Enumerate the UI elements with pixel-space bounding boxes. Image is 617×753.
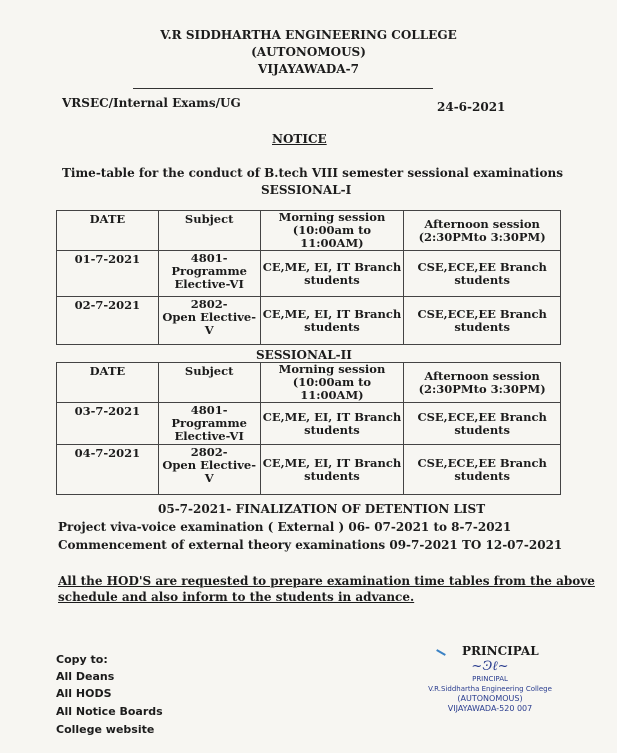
- row-morning: CE,ME, EI, IT Branch students: [260, 445, 404, 495]
- row-subject: 2802- Open Elective-V: [158, 297, 260, 345]
- copy-to-item: All Notice Boards: [56, 705, 163, 718]
- table-row: [57, 297, 561, 345]
- stamp-line: (AUTONOMOUS): [457, 694, 523, 703]
- header-afternoon: Afternoon session (2:30PMto 3:30PM): [404, 363, 561, 403]
- row-morning: CE,ME, EI, IT Branch students: [260, 297, 404, 345]
- row-afternoon: CSE,ECE,EE Branch students: [404, 251, 561, 297]
- notice-date: 24-6-2021: [437, 100, 506, 114]
- header-afternoon: Afternoon session (2:30PMto 3:30PM): [404, 211, 561, 251]
- sessional-1-table: [56, 210, 561, 345]
- header-divider: [133, 88, 433, 89]
- signatory-title: PRINCIPAL: [462, 644, 539, 658]
- header-subject: Subject: [158, 363, 260, 403]
- row-date: 04-7-2021: [57, 445, 159, 495]
- table-row: [57, 403, 561, 445]
- row-afternoon: CSE,ECE,EE Branch students: [404, 297, 561, 345]
- table-row: [57, 251, 561, 297]
- copy-to-label: Copy to:: [56, 653, 108, 666]
- sessional-1-title: SESSIONAL-I: [261, 183, 352, 197]
- row-subject: 4801- Programme Elective-VI: [158, 403, 260, 445]
- row-date: 03-7-2021: [57, 403, 159, 445]
- stamp-line: VIJAYAWADA-520 007: [447, 704, 533, 713]
- check-mark-icon: [436, 642, 450, 656]
- row-subject: 2802- Open Elective-V: [158, 445, 260, 495]
- detention-line: 05-7-2021- FINALIZATION OF DETENTION LIST: [158, 502, 486, 516]
- copy-to-item: All HODS: [56, 687, 112, 700]
- principal-stamp: [420, 660, 560, 714]
- row-afternoon: CSE,ECE,EE Branch students: [404, 403, 561, 445]
- notice-title: NOTICE: [272, 132, 327, 146]
- row-afternoon: CSE,ECE,EE Branch students: [404, 445, 561, 495]
- stamp-line: V.R.Siddhartha Engineering College: [428, 685, 552, 693]
- college-city: VIJAYAWADA-7: [258, 62, 359, 76]
- row-subject: 4801- Programme Elective-VI: [158, 251, 260, 297]
- header-morning: Morning session (10:00am to 11:00AM): [260, 363, 404, 403]
- stamp-line: PRINCIPAL: [472, 675, 508, 683]
- row-date: 02-7-2021: [57, 297, 159, 345]
- header-date: DATE: [57, 211, 159, 251]
- subject-line: Time-table for the conduct of B.tech VIII semester sessional examinations: [62, 166, 563, 180]
- sessional-2-table: [56, 362, 561, 495]
- sessional-2-title: SESSIONAL-II: [256, 348, 352, 362]
- request-line-1: All the HOD'S are requested to prepare examination time tables from the above: [58, 574, 595, 588]
- signature-scribble: ~Ͽℓ~: [471, 659, 509, 674]
- copy-to-item: College website: [56, 723, 155, 736]
- autonomous-label: (AUTONOMOUS): [251, 45, 366, 59]
- reference-number: VRSEC/Internal Exams/UG: [62, 96, 241, 110]
- copy-to-item: All Deans: [56, 670, 115, 683]
- header-date: DATE: [57, 363, 159, 403]
- header-morning: Morning session (10:00am to 11:00AM): [260, 211, 404, 251]
- row-date: 01-7-2021: [57, 251, 159, 297]
- external-exam-line: Commencement of external theory examinations 09-7-2021 TO 12-07-2021: [58, 538, 563, 552]
- table-header-row: [57, 211, 561, 251]
- table-row: [57, 445, 561, 495]
- college-name: V.R SIDDHARTHA ENGINEERING COLLEGE: [160, 28, 457, 42]
- header-subject: Subject: [158, 211, 260, 251]
- table-header-row: [57, 363, 561, 403]
- viva-line: Project viva-voice examination ( External ) 06- 07-2021 to 8-7-2021: [58, 520, 512, 534]
- request-line-2: schedule and also inform to the students in advance.: [58, 590, 415, 604]
- row-morning: CE,ME, EI, IT Branch students: [260, 251, 404, 297]
- row-morning: CE,ME, EI, IT Branch students: [260, 403, 404, 445]
